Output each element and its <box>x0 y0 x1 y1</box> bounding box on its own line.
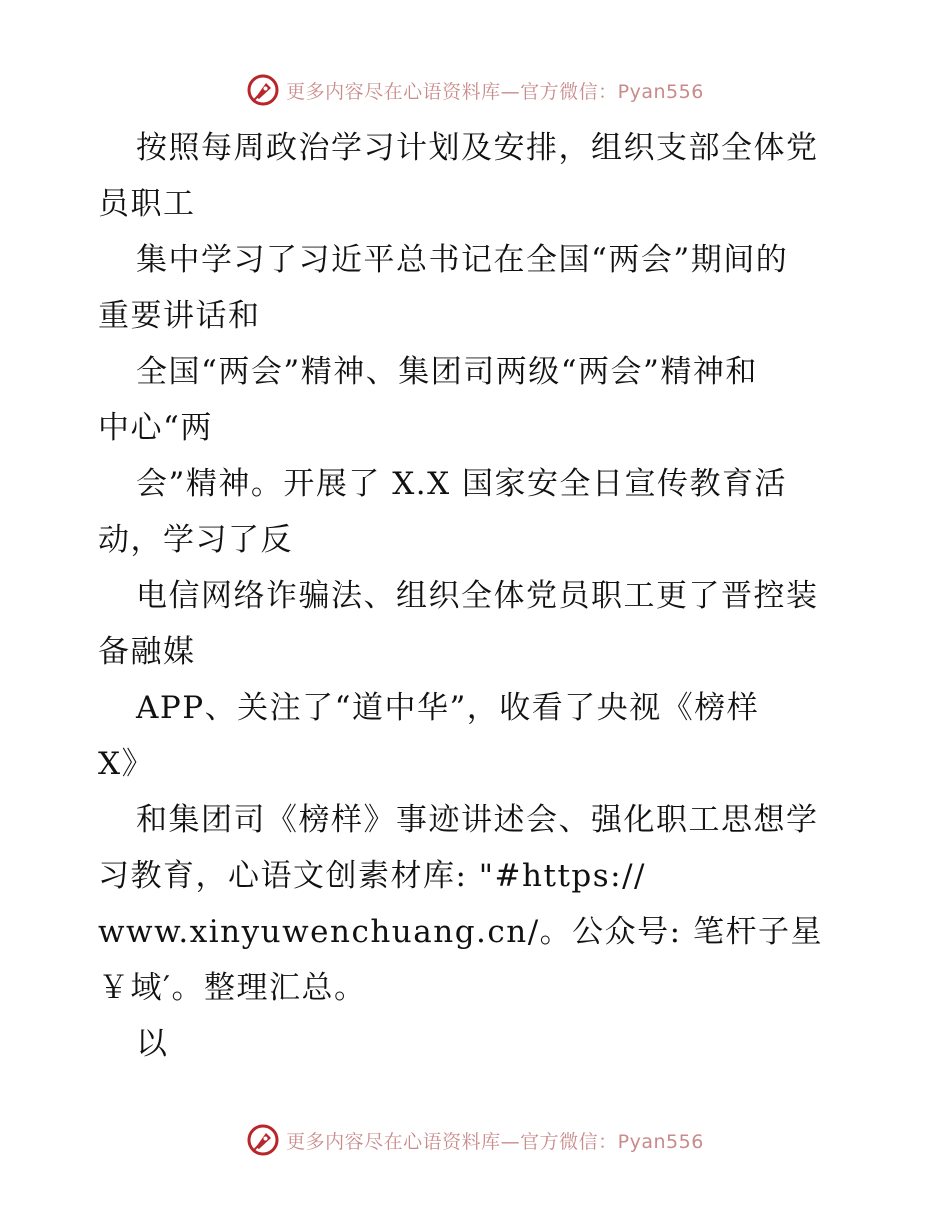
text-line: 员职工 <box>98 186 196 222</box>
text-line: 重要讲话和 <box>98 298 261 334</box>
text-line: 集中学习了习近平总书记在全国“两会”期间的 <box>136 242 789 278</box>
footer-banner-text: 更多内容尽在心语资料库—官方微信：Pyan556 <box>286 1130 704 1153</box>
document-body <box>98 120 858 1072</box>
text-line: 中心“两 <box>98 410 213 446</box>
header-banner <box>0 70 950 110</box>
text-line: 电信网络诈骗法、组织全体党员职工更了晋控装 <box>136 578 819 614</box>
pen-nib-circle-icon <box>246 1123 280 1157</box>
text-line: 习教育，心语文创素材库: "#https:// <box>98 858 646 894</box>
text-line: X》 <box>98 746 155 782</box>
text-line: ￥域′。整理汇总。 <box>98 970 367 1006</box>
header-banner-text: 更多内容尽在心语资料库—官方微信：Pyan556 <box>286 80 704 103</box>
text-line: www.xinyuwenchuang.cn/。公众号: 笔杆子星 <box>98 914 823 950</box>
text-line: 动，学习了反 <box>98 522 293 558</box>
text-line: APP、关注了“道中华”，收看了央视《榜样 <box>136 690 760 726</box>
text-line: 和集团司《榜样》事迹讲述会、强化职工思想学 <box>136 802 819 838</box>
footer-banner <box>0 1120 950 1160</box>
text-line: 会”精神。开展了 X.X 国家安全日宣传教育活 <box>136 466 788 502</box>
text-line: 全国“两会”精神、集团司两级“两会”精神和 <box>136 354 758 390</box>
pen-nib-circle-icon <box>246 73 280 107</box>
text-line: 按照每周政治学习计划及安排，组织支部全体党 <box>136 130 819 166</box>
text-line: 备融媒 <box>98 634 196 670</box>
text-line: 以 <box>136 1026 169 1062</box>
